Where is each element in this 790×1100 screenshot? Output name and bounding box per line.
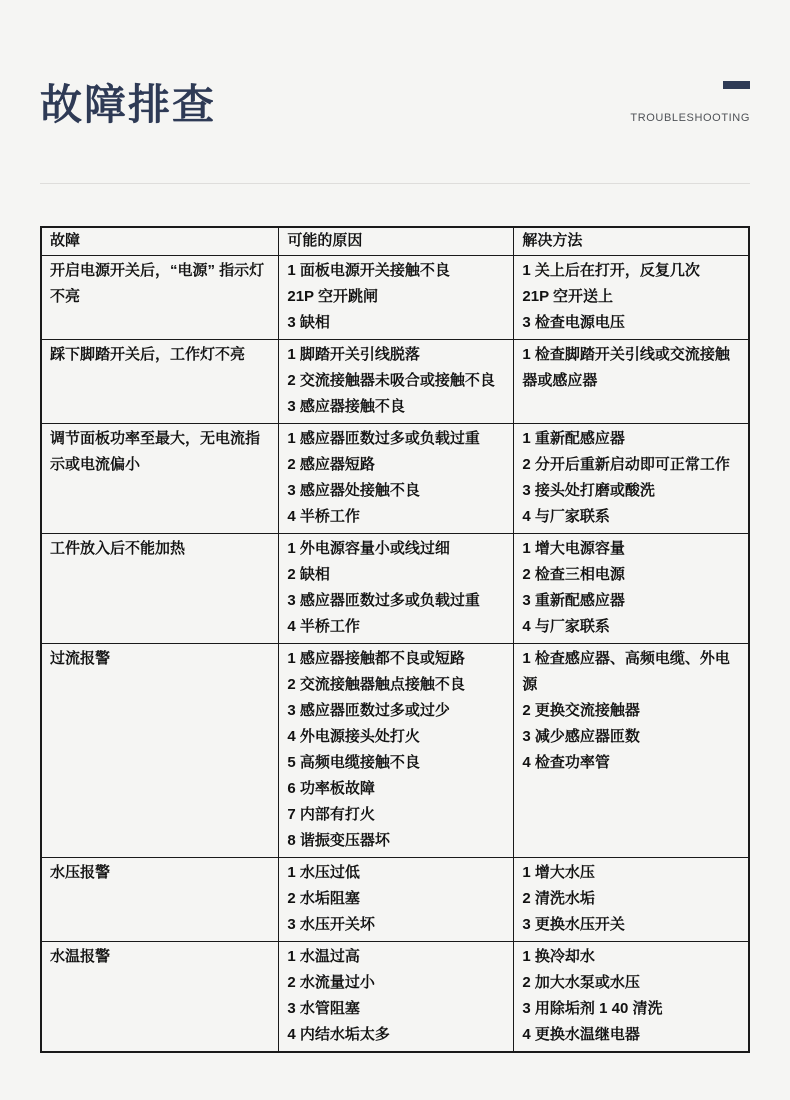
causes-cell bbox=[279, 942, 514, 1053]
fault-text: 水压报警 bbox=[50, 864, 111, 881]
fault-text: 调节面板功率至最大，无电流指示或电流偏小 bbox=[50, 430, 261, 473]
cause-item: 1 感应器匝数过多或负载过重 bbox=[287, 430, 480, 447]
solution-item: 2 检查三相电源 bbox=[522, 566, 625, 583]
fault-text: 过流报警 bbox=[50, 650, 111, 667]
cause-item: 6 功率板故障 bbox=[287, 780, 375, 797]
causes-cell bbox=[279, 424, 514, 534]
page-subtitle-en: TROUBLESHOOTING bbox=[630, 112, 750, 124]
solution-item: 1 检查脚踏开关引线或交流接触器或感应器 bbox=[522, 346, 730, 389]
cause-item: 2 交流接触器未吸合或接触不良 bbox=[287, 372, 495, 389]
troubleshooting-table-wrap bbox=[40, 226, 750, 1053]
fault-cell bbox=[41, 340, 279, 424]
cause-item: 3 水压开关坏 bbox=[287, 916, 375, 933]
cause-item: 1 水温过高 bbox=[287, 948, 360, 965]
solution-item: 3 更换水压开关 bbox=[522, 916, 625, 933]
solution-item: 2 清洗水垢 bbox=[522, 890, 595, 907]
solutions-cell bbox=[514, 424, 749, 534]
fault-text: 踩下脚踏开关后，工作灯不亮 bbox=[50, 346, 246, 363]
solutions-cell bbox=[514, 340, 749, 424]
fault-cell bbox=[41, 424, 279, 534]
solution-item: 1 重新配感应器 bbox=[522, 430, 625, 447]
cause-item: 2 缺相 bbox=[287, 566, 330, 583]
page-title: 故障排查 bbox=[40, 81, 217, 128]
solution-item: 3 接头处打磨或酸洗 bbox=[522, 482, 655, 499]
column-header-cause: 可能的原因 bbox=[279, 227, 514, 256]
solutions-cell bbox=[514, 644, 749, 858]
cause-item: 21P 空开跳闸 bbox=[287, 288, 378, 305]
solution-item: 1 关上后在打开，反复几次 bbox=[522, 262, 700, 279]
solution-item: 1 换冷却水 bbox=[522, 948, 595, 965]
cause-item: 3 感应器接触不良 bbox=[287, 398, 405, 415]
causes-cell bbox=[279, 340, 514, 424]
cause-item: 2 水流量过小 bbox=[287, 974, 375, 991]
solution-item: 4 与厂家联系 bbox=[522, 618, 610, 635]
table-row bbox=[41, 534, 749, 644]
cause-item: 1 面板电源开关接触不良 bbox=[287, 262, 450, 279]
cause-item: 8 谐振变压器坏 bbox=[287, 832, 390, 849]
cause-item: 1 外电源容量小或线过细 bbox=[287, 540, 450, 557]
header-divider bbox=[40, 183, 750, 184]
solution-item: 4 与厂家联系 bbox=[522, 508, 610, 525]
cause-item: 3 感应器匝数过多或过少 bbox=[287, 702, 450, 719]
causes-cell bbox=[279, 534, 514, 644]
fault-cell bbox=[41, 256, 279, 340]
troubleshooting-table bbox=[40, 226, 750, 1053]
solutions-cell bbox=[514, 256, 749, 340]
cause-item: 2 感应器短路 bbox=[287, 456, 375, 473]
fault-text: 开启电源开关后，“电源” 指示灯不亮 bbox=[50, 262, 265, 305]
column-header-solution: 解决方法 bbox=[514, 227, 749, 256]
solution-item: 2 加大水泵或水压 bbox=[522, 974, 640, 991]
solutions-cell bbox=[514, 534, 749, 644]
cause-item: 3 感应器处接触不良 bbox=[287, 482, 420, 499]
cause-item: 3 水管阻塞 bbox=[287, 1000, 360, 1017]
cause-item: 4 半桥工作 bbox=[287, 508, 360, 525]
table-row bbox=[41, 942, 749, 1053]
solution-item: 1 检查感应器、高频电缆、外电源 bbox=[522, 650, 730, 693]
solution-item: 2 更换交流接触器 bbox=[522, 702, 640, 719]
solution-item: 3 减少感应器匝数 bbox=[522, 728, 640, 745]
table-header-row bbox=[41, 227, 749, 256]
fault-cell bbox=[41, 942, 279, 1053]
fault-cell bbox=[41, 534, 279, 644]
cause-item: 3 感应器匝数过多或负载过重 bbox=[287, 592, 480, 609]
table-row bbox=[41, 644, 749, 858]
cause-item: 1 感应器接触都不良或短路 bbox=[287, 650, 465, 667]
fault-cell bbox=[41, 858, 279, 942]
table-row bbox=[41, 256, 749, 340]
cause-item: 2 交流接触器触点接触不良 bbox=[287, 676, 465, 693]
header-right bbox=[630, 81, 750, 124]
cause-item: 7 内部有打火 bbox=[287, 806, 375, 823]
table-row bbox=[41, 424, 749, 534]
cause-item: 2 水垢阻塞 bbox=[287, 890, 360, 907]
fault-text: 水温报警 bbox=[50, 948, 111, 965]
cause-item: 4 内结水垢太多 bbox=[287, 1026, 390, 1043]
fault-cell bbox=[41, 644, 279, 858]
solution-item: 1 增大电源容量 bbox=[522, 540, 625, 557]
cause-item: 4 外电源接头处打火 bbox=[287, 728, 420, 745]
solution-item: 3 检查电源电压 bbox=[522, 314, 625, 331]
cause-item: 1 脚踏开关引线脱落 bbox=[287, 346, 420, 363]
causes-cell bbox=[279, 858, 514, 942]
solution-item: 4 更换水温继电器 bbox=[522, 1026, 640, 1043]
solutions-cell bbox=[514, 858, 749, 942]
cause-item: 3 缺相 bbox=[287, 314, 330, 331]
solution-item: 1 增大水压 bbox=[522, 864, 595, 881]
column-header-fault: 故障 bbox=[41, 227, 279, 256]
solution-item: 3 用除垢剂 1 40 清洗 bbox=[522, 1000, 663, 1017]
cause-item: 5 高频电缆接触不良 bbox=[287, 754, 420, 771]
table-row bbox=[41, 858, 749, 942]
causes-cell bbox=[279, 644, 514, 858]
solution-item: 3 重新配感应器 bbox=[522, 592, 625, 609]
table-row bbox=[41, 340, 749, 424]
solution-item: 2 分开后重新启动即可正常工作 bbox=[522, 456, 730, 473]
accent-dash-icon bbox=[723, 81, 750, 89]
cause-item: 1 水压过低 bbox=[287, 864, 360, 881]
solution-item: 4 检查功率管 bbox=[522, 754, 610, 771]
cause-item: 4 半桥工作 bbox=[287, 618, 360, 635]
solution-item: 21P 空开送上 bbox=[522, 288, 614, 305]
fault-text: 工件放入后不能加热 bbox=[50, 540, 186, 557]
causes-cell bbox=[279, 256, 514, 340]
solutions-cell bbox=[514, 942, 749, 1053]
